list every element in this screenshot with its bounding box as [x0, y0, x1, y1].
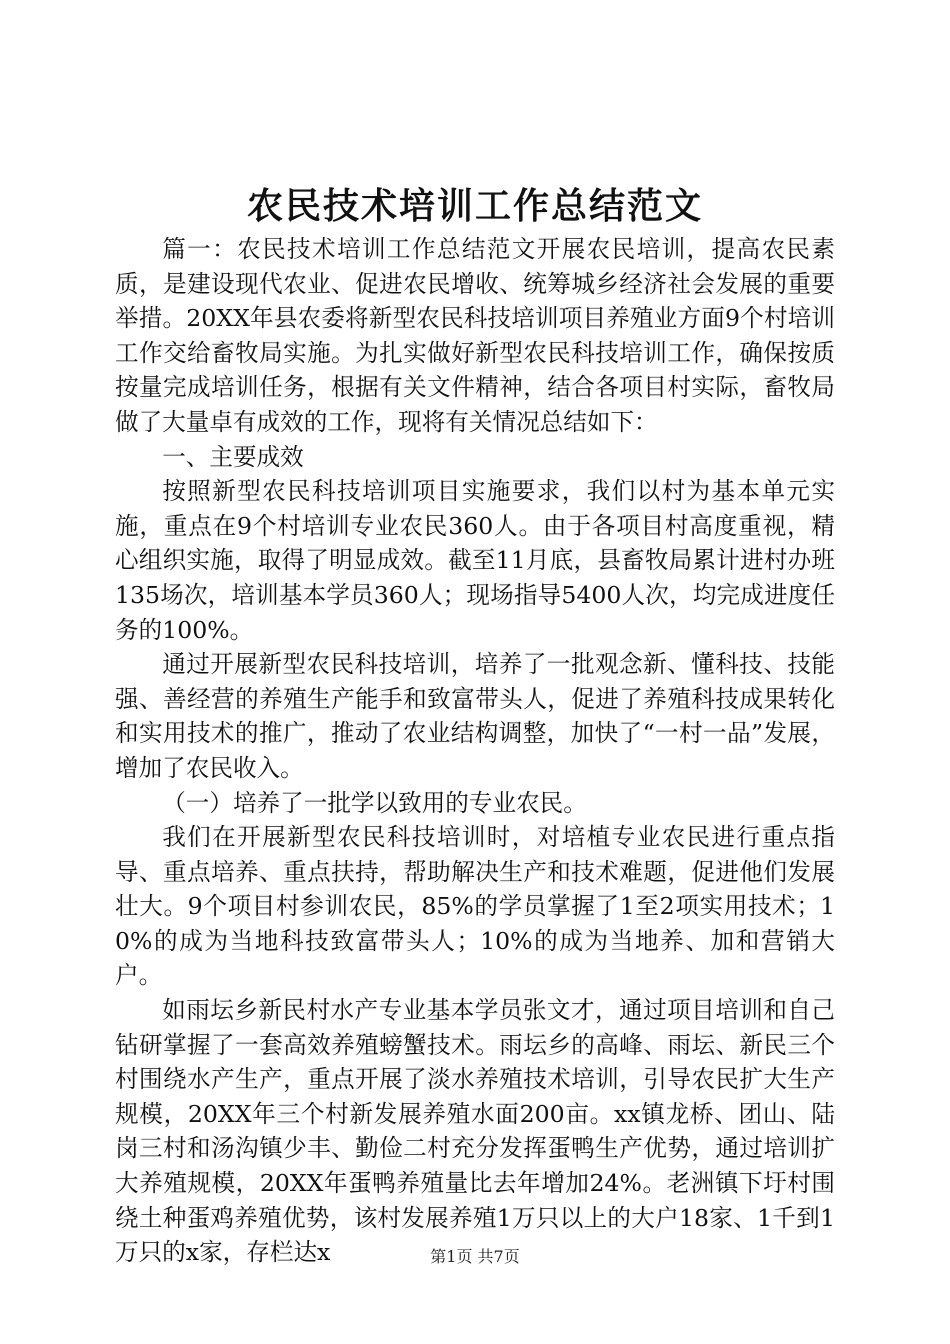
- page-footer: [0, 1244, 950, 1267]
- heading-main-results: 一、主要成效: [162, 442, 304, 471]
- paragraph-results: 按照新型农民科技培训项目实施要求，我们以村为基本单元实施，重点在9个村培训专业农民360人。由于各项目村高度重视，精心组织实施，取得了明显成效。截至11月底，县畜牧局累计进村办班135场次，培训基本学员360人；现场指导5400人次，均完成进度任务的100%。: [115, 477, 835, 644]
- paragraph-training-approach: 我们在开展新型农民科技培训时，对培植专业农民进行重点指导、重点培养、重点扶持，帮助解决生产和技术难题，促进他们发展壮大。9个项目村参训农民，85%的学员掌握了1至2项实用技术；10%的成为当地科技致富带头人；10%的成为当地养、加和营销大户。: [115, 823, 835, 990]
- paragraph-examples: 如雨坛乡新民村水产专业基本学员张文才，通过项目培训和自己钻研掌握了一套高效养殖螃蟹技术。雨坛乡的高峰、雨坛、新民三个村围绕水产生产，重点开展了淡水养殖技术培训，引导农民扩大生产规模，20XX年三个村新发展养殖水面200亩。xx镇龙桥、团山、陆岗三村和汤沟镇少丰、勤俭二村充分发挥蛋鸭生产优势，通过培训扩大养殖规模，20XX年蛋鸭养殖量比去年增加24%。老洲镇下圩村围绕土种蛋鸡养殖优势，该村发展养殖1万只以上的大户18家、1千到1万只的x家，存栏达x: [115, 996, 835, 1267]
- paragraph-effects: 通过开展新型农民科技培训，培养了一批观念新、懂科技、技能强、善经营的养殖生产能手和致富带头人，促进了养殖科技成果转化和实用技术的推广，推动了农业结构调整，加快了“一村一品”发展，增加了农民收入。: [115, 650, 835, 782]
- subheading-professional-farmers: （一）培养了一批学以致用的专业农民。: [162, 788, 587, 817]
- page-indicator: 第1页 共7页: [430, 1247, 520, 1266]
- paragraph-intro: 篇一：农民技术培训工作总结范文开展农民培训，提高农民素质，是建设现代农业、促进农民增收、统筹城乡经济社会发展的重要举措。20XX年县农委将新型农民科技培训项目养殖业方面9个村培训工作交给畜牧局实施。为扎实做好新型农民科技培训工作，确保按质按量完成培训任务，根据有关文件精神，结合各项目村实际，畜牧局做了大量卓有成效的工作，现将有关情况总结如下：: [115, 235, 835, 436]
- document-title: 农民技术培训工作总结范文: [246, 185, 703, 227]
- document-body: [115, 232, 835, 1270]
